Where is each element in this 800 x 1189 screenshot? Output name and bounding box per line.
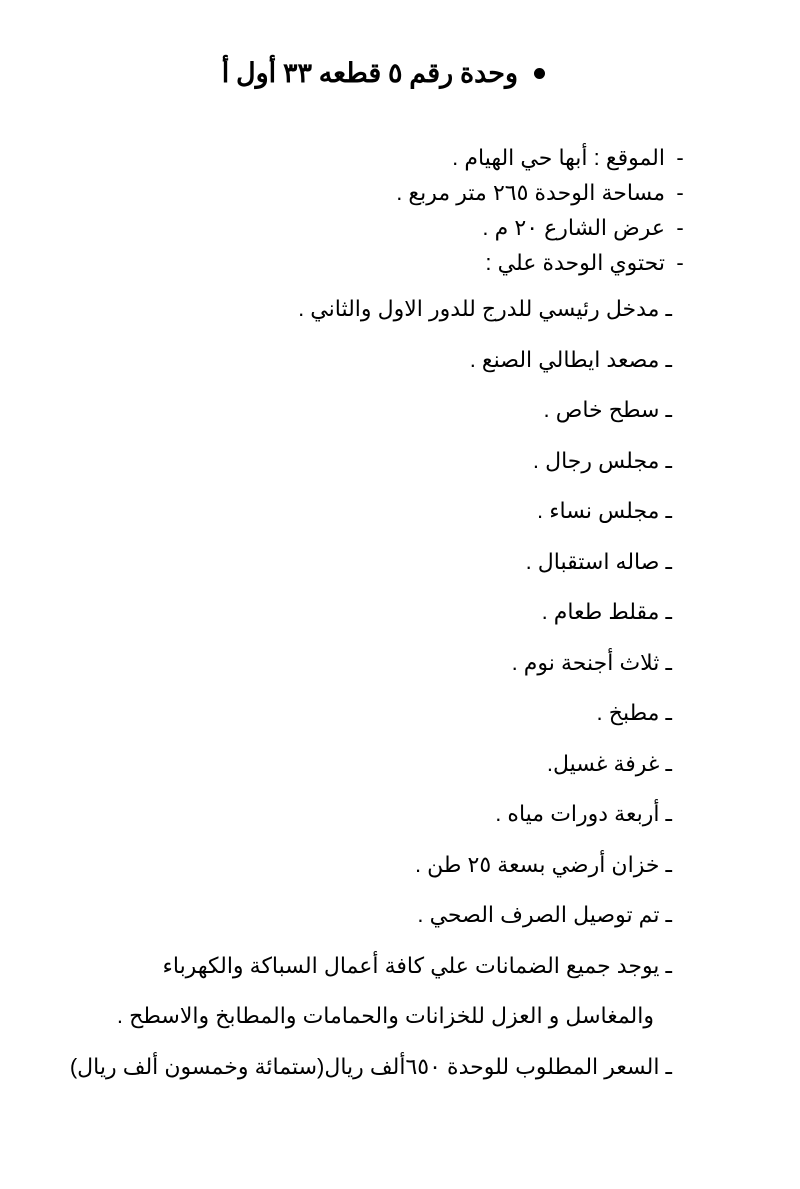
info-item-location bbox=[396, 140, 695, 175]
list-item: ـ مدخل رئيسي للدرج للدور الاول والثاني . bbox=[298, 296, 672, 321]
list-dash: - bbox=[676, 250, 684, 275]
list-item: ـ مجلس نساء . bbox=[536, 498, 672, 523]
list-item: ـ خزان أرضي بسعة ٢٥ طن . bbox=[414, 851, 672, 877]
bullet-dot-icon bbox=[534, 68, 545, 79]
list-item: ـ مطبخ . bbox=[596, 700, 672, 725]
list-item: ـ مجلس رجال . bbox=[532, 447, 672, 473]
list-dash: - bbox=[676, 145, 684, 170]
info-text: تحتوي الوحدة علي : bbox=[485, 250, 665, 275]
info-item-area bbox=[396, 175, 695, 210]
list-item-price: ـ السعر المطلوب للوحدة ٦٥٠ألف ريال(ستمائة وخمسون ألف ريال) bbox=[69, 1053, 672, 1079]
info-item-contains bbox=[396, 245, 695, 280]
info-list bbox=[396, 140, 695, 280]
unit-contents-list bbox=[70, 286, 672, 1094]
list-item-guarantees: ـ يوجد جميع الضمانات علي كافة أعمال السباكة والكهرباء bbox=[162, 952, 672, 978]
title-row bbox=[222, 58, 545, 89]
unit-title: وحدة رقم ٥ قطعه ٣٣ أول أ bbox=[221, 58, 518, 88]
list-item-guarantees-continued: والمغاسل و العزل للخزانات والحمامات والمطابخ والاسطح . bbox=[116, 1003, 654, 1028]
list-item: ـ مصعد ايطالي الصنع . bbox=[469, 346, 672, 372]
list-item: ـ تم توصيل الصرف الصحي . bbox=[417, 902, 672, 927]
list-dash: - bbox=[676, 180, 684, 205]
info-text: مساحة الوحدة ٢٦٥ متر مربع . bbox=[396, 180, 665, 205]
info-item-street-width bbox=[396, 210, 695, 245]
list-item: ـ ثلاث أجنحة نوم . bbox=[511, 649, 672, 675]
list-item: ـ سطح خاص . bbox=[543, 397, 672, 422]
info-text: الموقع : أبها حي الهيام . bbox=[452, 145, 665, 170]
info-text: عرض الشارع ٢٠ م . bbox=[482, 215, 665, 240]
list-dash: - bbox=[676, 215, 684, 240]
list-item: ـ مقلط طعام . bbox=[541, 599, 672, 624]
list-item: ـ أربعة دورات مياه . bbox=[495, 801, 672, 826]
list-item: ـ غرفة غسيل. bbox=[546, 750, 672, 776]
list-item: ـ صاله استقبال . bbox=[525, 548, 672, 574]
